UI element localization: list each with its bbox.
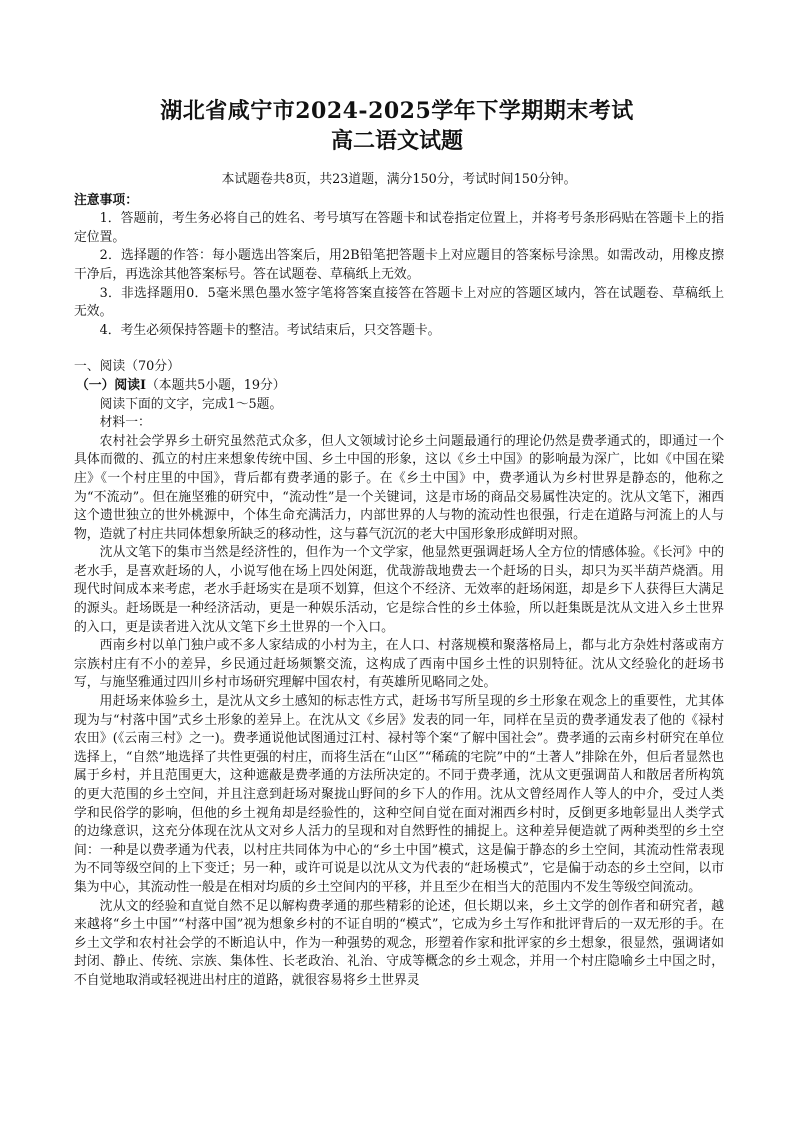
paragraph: 西南乡村以单门独户或不多人家结成的小村为主，在人口、村落规模和聚落格局上，都与北方杂姓村落或南方宗族村庄有不小的差异，乡民通过赶场频繁交流，这构成了西南中国乡土性的识别特征。沈从文经验化的赶场书写，与施坚雅通过四川乡村市场研究理解中国农村，有英雄所见略同之处。 [74,638,724,691]
paragraph: 沈从文笔下的集市当然是经济性的，但作为一个文学家，他显然更强调赶场人全方位的情感体验。《长河》中的老水手，是喜欢赶场的人，小说写他在场上四处闲逛，优哉游哉地费去一个赶场的日头，却只为买半葫芦烧酒。用现代时间成本来考虑，老水手赶场实在是项不划算，但这个不经济、无效率的赶场闲逛，却是乡下人获得巨大满足的源头。赶场既是一种经济活动，更是一种娱乐活动，它是综合性的乡土体验，所以赶集既是沈从文进入乡土世界的入口，更是读者进入沈从文笔下乡土世界的一个入口。 [74,545,724,635]
material-label: 材料一： [99,415,151,431]
notes-heading: 注意事项： [74,192,138,208]
paragraph: 沈从文的经验和直觉自然不足以解构费孝通的那些精彩的论述，但长期以来，乡土文学的创作者和研究者，越来越将“乡土中国”“村落中国”视为想象乡村的不证自明的“模式”，它成为乡土写作和批评背后的一双无形的手。在乡土文学和农村社会学的不断追认中，作为一种强势的观念，形塑着作家和批评家的乡土想象，很显然，强调诸如封闭、静止、传统、宗族、集体性、长老政治、礼治、守成等概念的乡土观念，并用一个村庄隐喻乡土中国之时，不自觉地取消或轻视进出村庄的道路，就很容易将乡土世界灵 [74,898,724,988]
exam-body [74,171,724,991]
paragraph: 用赶场来体验乡土，是沈从文乡土感知的标志性方式，赶场书写所呈现的乡土形象在观念上的重要性，尤其体现为与“村落中国”式乡土形象的差异上。在沈从文《乡居》发表的同一年，同样在呈贡的费孝通发表了他的《禄村农田》(《云南三村》之一)。费孝通说他试图通过江村、禄村等个案“了解中国社会”。费孝通的云南乡村研究在单位选择上，“自然”地选择了共性更强的村庄，而将生活在“山区”“稀疏的宅院”中的“土著人”排除在外，但后者显然也属于乡村，并且范围更大，这种遮蔽是费孝通的方法所决定的。不同于费孝通，沈从文更强调苗人和散居者所构筑的更大范围的乡土空间，并且注意到赶场对聚拢山野间的乡下人的作用。沈从文曾经周作人等人的中介，受过人类学和民俗学的影响，但他的乡土视角却是经验性的，这种空间自觉在面对湘西乡村时，反倒更多地彰显出人类学式的边缘意识，这充分体现在沈从文对乡人活力的呈现和对自然野性的捕捉上。这种差异便造就了两种类型的乡土空间：一种是以费孝通为代表，以村庄共同体为中心的“乡土中国”模式，这是偏于静态的乡土空间，其流动性常表现为不同等级空间的上下变迁；另一种，或许可说是以沈从文为代表的“赶场模式”，它是偏于动态的乡土空间，以市集为中心，其流动性一般是在相对均质的乡土空间内的平移，并且至少在相当大的范围内不发生等级空间流动。 [74,694,724,895]
paragraph: 农村社会学界乡土研究虽然范式众多，但人文领域讨论乡土问题最通行的理论仍然是费孝通式的，即通过一个具体而微的、孤立的村庄来想象传统中国、乡土中国的形象，这以《乡土中国》的影响最为深广，比如《中国在梁庄》《一个村庄里的中国》，背后都有费孝通的影子。在《乡土中国》中，费孝通认为乡村世界是静态的，他称之为“不流动”。但在施坚雅的研究中，“流动性”是一个关键词，这是市场的商品交易属性决定的。沈从文笔下，湘西这个遗世独立的世外桃源中，个体生命充满活力，内部世界的人与物的流动性也很强，行走在道路与河流上的人与物，造就了村庄共同体想象所缺乏的移动性，这与暮气沉沉的老大中国形象形成鲜明对照。 [74,433,724,542]
note-item: 4．考生必须保持答题卡的整洁。考试结束后，只交答题卡。 [99,322,441,338]
sub-heading-note: （本题共5小题，19分） [145,377,286,393]
section-heading: 一、阅读（70分） [74,359,180,375]
note-item: 2．选择题的作答：每小题选出答案后，用2B铅笔把答题卡上对应题目的答案标号涂黑。如需改动，用橡皮擦干净后，再选涂其他答案标号。答在试题卷、草稿纸上无效。 [74,248,724,282]
exam-info: 本试题卷共8页，共23道题，满分150分，考试时间150分钟。 [221,172,577,187]
spacer [74,340,724,358]
sub-heading [74,377,724,396]
exam-subtitle: 高二语文试题 [330,128,463,154]
exam-title: 湖北省咸宁市2024-2025学年下学期期末考试 [160,98,634,124]
sub-heading-label: （一）阅读Ⅰ [76,377,146,393]
note-item: 1．答题前，考生务必将自己的姓名、考号填写在答题卡和试卷指定位置上，并将考号条形码贴在答题卡上的指定位置。 [74,211,724,245]
instruction: 阅读下面的文字，完成1～5题。 [99,396,283,412]
note-item: 3．非选择题用0．5毫米黑色墨水签字笔将答案直接答在答题卡上对应的答题区域内，答在试题卷、草稿纸上无效。 [74,285,724,320]
